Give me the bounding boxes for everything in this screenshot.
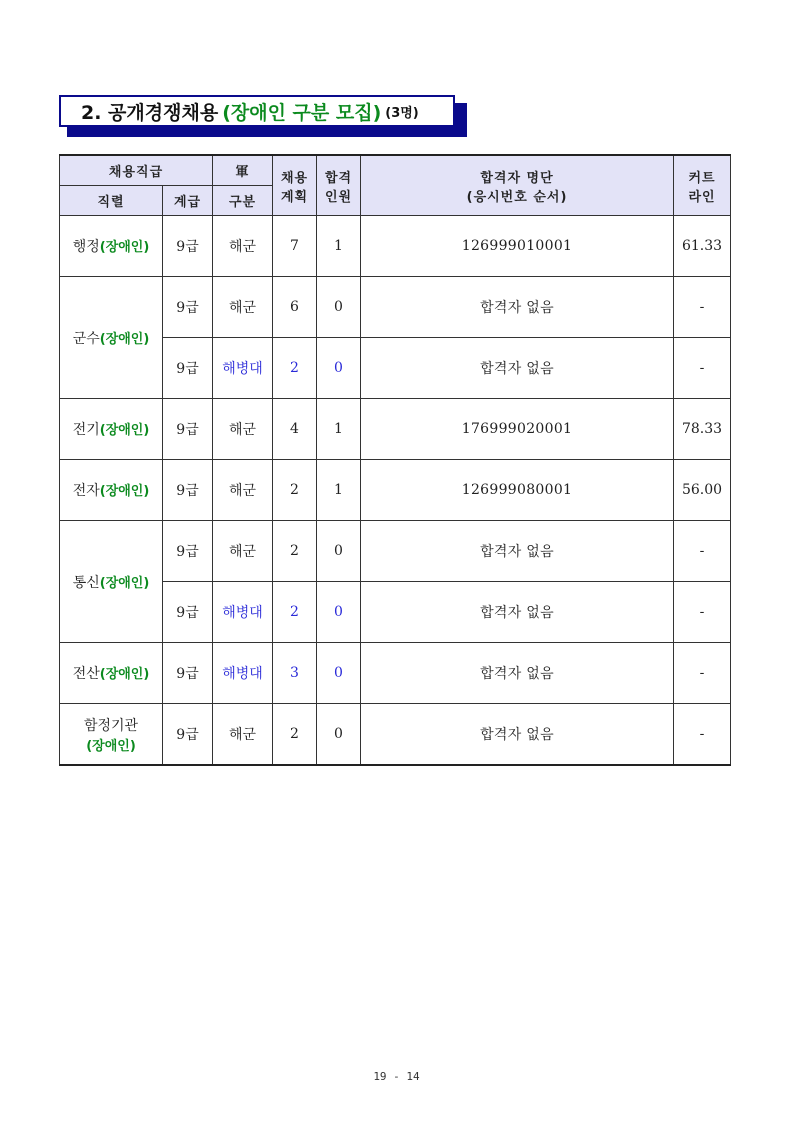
plan-cell: 3	[273, 643, 317, 704]
grade-cell: 9급	[163, 521, 213, 582]
plan-cell: 2	[273, 582, 317, 643]
table-row	[60, 643, 731, 704]
pass-cell: 1	[317, 460, 361, 521]
series-cell	[60, 460, 163, 521]
table-row	[60, 704, 731, 766]
series-cell	[60, 643, 163, 704]
pass-cell: 0	[317, 704, 361, 766]
disability-tag: (장애인)	[99, 240, 150, 255]
pass-cell: 1	[317, 216, 361, 277]
result-cell: 합격자 없음	[361, 277, 674, 338]
title-highlight: (장애인 구분 모집)	[222, 101, 382, 124]
header-plan-2: 계획	[280, 189, 309, 205]
header-names-1: 합격자 명단	[480, 170, 554, 186]
header-cut-1: 커트	[688, 170, 716, 186]
grade-cell: 9급	[163, 216, 213, 277]
result-cell: 176999020001	[361, 399, 674, 460]
header-names	[361, 155, 674, 216]
title-main: 2. 공개경쟁채용	[81, 101, 219, 124]
branch-cell: 해군	[213, 216, 273, 277]
header-pass	[317, 155, 361, 216]
series-cell	[60, 277, 163, 399]
grade-cell: 9급	[163, 704, 213, 766]
plan-cell: 7	[273, 216, 317, 277]
disability-tag: (장애인)	[99, 667, 150, 682]
cutline-cell: -	[674, 704, 731, 766]
title-box	[59, 95, 455, 127]
pass-cell: 0	[317, 521, 361, 582]
table-row	[60, 216, 731, 277]
branch-cell: 해병대	[213, 582, 273, 643]
header-job: 채용직급	[60, 155, 213, 186]
branch-cell: 해군	[213, 460, 273, 521]
disability-tag: (장애인)	[86, 738, 136, 754]
series-cell	[60, 216, 163, 277]
branch-cell: 해군	[213, 521, 273, 582]
pass-cell: 0	[317, 582, 361, 643]
header-grade: 계급	[163, 186, 213, 216]
grade-cell: 9급	[163, 338, 213, 399]
result-cell: 합격자 없음	[361, 704, 674, 766]
branch-cell: 해병대	[213, 338, 273, 399]
disability-tag: (장애인)	[99, 484, 150, 499]
result-cell: 합격자 없음	[361, 338, 674, 399]
grade-cell: 9급	[163, 399, 213, 460]
page-number: 19 - 14	[373, 1070, 420, 1083]
series-name: 군수	[72, 330, 100, 347]
section-title	[59, 95, 469, 137]
series-name: 행정	[72, 239, 100, 255]
cutline-cell: -	[674, 338, 731, 399]
plan-cell: 4	[273, 399, 317, 460]
disability-tag: (장애인)	[99, 575, 150, 591]
series-cell	[60, 399, 163, 460]
pass-cell: 1	[317, 399, 361, 460]
table-row	[60, 521, 731, 582]
header-cut-2: 라인	[688, 189, 716, 205]
plan-cell: 2	[273, 704, 317, 766]
result-cell: 126999010001	[361, 216, 674, 277]
branch-cell: 해병대	[213, 643, 273, 704]
disability-tag: (장애인)	[99, 423, 150, 438]
header-cut	[674, 155, 731, 216]
plan-cell: 2	[273, 460, 317, 521]
cutline-cell: -	[674, 277, 731, 338]
cutline-cell: 78.33	[674, 399, 731, 460]
series-name: 전산	[72, 666, 100, 682]
disability-tag: (장애인)	[99, 331, 150, 347]
series-cell	[60, 521, 163, 643]
plan-cell: 2	[273, 521, 317, 582]
grade-cell: 9급	[163, 277, 213, 338]
result-cell: 합격자 없음	[361, 643, 674, 704]
series-name: 전기	[72, 422, 100, 438]
plan-cell: 6	[273, 277, 317, 338]
cutline-cell: 56.00	[674, 460, 731, 521]
series-cell	[60, 704, 163, 766]
header-military-2: 구분	[213, 186, 273, 216]
result-cell: 합격자 없음	[361, 521, 674, 582]
branch-cell: 해군	[213, 277, 273, 338]
cutline-cell: -	[674, 521, 731, 582]
grade-cell: 9급	[163, 582, 213, 643]
grade-cell: 9급	[163, 460, 213, 521]
header-pass-1: 합격	[324, 170, 353, 186]
header-plan-1: 채용	[280, 170, 309, 186]
branch-cell: 해군	[213, 704, 273, 766]
header-military: 軍	[213, 155, 273, 186]
series-name: 통신	[72, 574, 100, 591]
header-plan	[273, 155, 317, 216]
table-row	[60, 460, 731, 521]
pass-cell: 0	[317, 338, 361, 399]
cutline-cell: -	[674, 643, 731, 704]
grade-cell: 9급	[163, 643, 213, 704]
title-count: (3명)	[385, 105, 419, 121]
series-name: 함정기관	[83, 717, 139, 734]
pass-cell: 0	[317, 277, 361, 338]
header-pass-2: 인원	[324, 189, 353, 205]
plan-cell: 2	[273, 338, 317, 399]
series-name: 전자	[72, 483, 100, 499]
table-row	[60, 277, 731, 338]
header-series: 직렬	[60, 186, 163, 216]
branch-cell: 해군	[213, 399, 273, 460]
result-cell: 합격자 없음	[361, 582, 674, 643]
results-table	[59, 154, 731, 766]
result-cell: 126999080001	[361, 460, 674, 521]
pass-cell: 0	[317, 643, 361, 704]
cutline-cell: 61.33	[674, 216, 731, 277]
header-names-2: (응시번호 순서)	[466, 189, 568, 205]
cutline-cell: -	[674, 582, 731, 643]
table-row	[60, 399, 731, 460]
